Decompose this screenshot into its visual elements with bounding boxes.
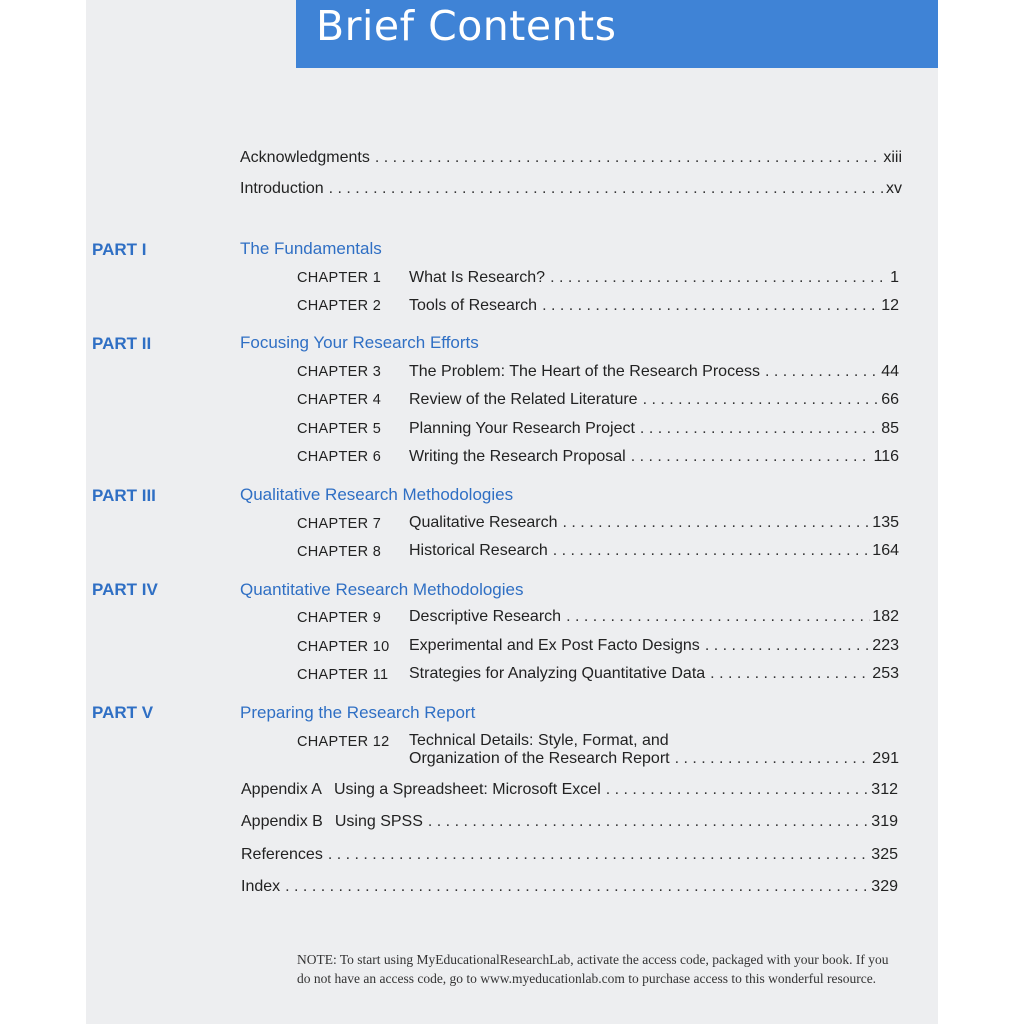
chapter-title-line2: Organization of the Research Report [409,750,670,767]
chapter-page: 66 [881,391,899,408]
dot-leader [705,634,870,658]
chapter-title-line1: Technical Details: Style, Format, and [409,732,669,749]
chapter-number: CHAPTER 11 [297,667,389,683]
chapter-title: Experimental and Ex Post Facto Designs [409,637,700,654]
chapter-entry [409,360,899,384]
dot-leader [640,417,879,441]
chapter-entry [409,266,899,290]
chapter-number: CHAPTER 2 [297,298,382,314]
toc-entry-page: 312 [871,781,898,798]
dot-leader [550,266,888,290]
toc-entry-page: 329 [871,878,898,895]
part-title: Qualitative Research Methodologies [240,485,514,504]
appendix-number: Appendix A [241,781,322,798]
part-label: PART II [92,334,152,353]
chapter-number: CHAPTER 3 [297,364,382,380]
toc-entry-appendix-b [241,810,898,834]
chapter-page: 116 [873,448,899,465]
toc-entry-page: xiii [883,149,902,166]
dot-leader [710,662,870,686]
chapter-number: CHAPTER 1 [297,270,382,286]
dot-leader [375,146,881,170]
chapter-title: Review of the Related Literature [409,391,638,408]
chapter-entry [409,294,899,318]
chapter-number: CHAPTER 6 [297,449,382,465]
chapter-entry [409,662,899,686]
chapter-page: 12 [881,297,899,314]
part-label: PART III [92,486,156,505]
toc-entry-page: 319 [871,813,898,830]
toc-entry-introduction [240,177,902,201]
toc-entry-label: Using SPSS [334,813,423,830]
chapter-title: Descriptive Research [409,608,562,625]
chapter-title: Strategies for Analyzing Quantitative Data [409,665,706,682]
chapter-entry [409,539,899,563]
chapter-page: 164 [872,542,899,559]
toc-entry-label: Acknowledgments [240,149,370,166]
toc-entry-appendix-a [241,778,898,802]
part-label: PART I [92,240,147,259]
chapter-page: 291 [872,750,899,767]
dot-leader [553,539,871,563]
chapter-title: Tools of Research [409,297,538,314]
chapter-title: Historical Research [409,542,548,559]
access-code-note: NOTE: To start using MyEducationalResearchLab, activate the access code, packaged with your book. If you do not have an access code, go to www.myeducationlab.com to purchase access to this wonderful resource. [297,952,889,986]
toc-entry-label: Index [241,878,281,895]
dot-leader [329,177,884,201]
chapter-number: CHAPTER 10 [297,639,390,655]
chapter-page: 223 [872,637,899,654]
chapter-entry [409,511,899,535]
part-title: Preparing the Research Report [240,703,476,722]
dot-leader [675,747,871,771]
chapter-entry [409,417,899,441]
chapter-page: 135 [872,514,899,531]
dot-leader [285,875,869,899]
chapter-page: 182 [872,608,899,625]
page-title: Brief Contents [316,2,617,50]
toc-entry-label: Introduction [240,180,324,197]
dot-leader [765,360,879,384]
chapter-number: CHAPTER 9 [297,610,382,626]
part-label: PART IV [92,580,158,599]
dot-leader [542,294,879,318]
dot-leader [643,388,880,412]
chapter-number: CHAPTER 8 [297,544,382,560]
chapter-entry [409,445,899,469]
appendix-number: Appendix B [241,813,323,830]
chapter-title: Qualitative Research [409,514,558,531]
chapter-page: 253 [872,665,899,682]
chapter-page: 1 [890,269,899,286]
toc-entry-label: References [241,846,323,863]
chapter-number: CHAPTER 4 [297,392,382,408]
chapter-number: CHAPTER 12 [297,734,390,750]
part-title: Focusing Your Research Efforts [240,333,479,352]
chapter-entry [409,388,899,412]
chapter-entry [409,747,899,771]
chapter-title: Writing the Research Proposal [409,448,626,465]
toc-entry-page: xv [886,180,902,197]
chapter-number: CHAPTER 5 [297,421,382,437]
dot-leader [428,810,869,834]
dot-leader [563,511,871,535]
chapter-number: CHAPTER 7 [297,516,382,532]
toc-entry-acknowledgments [240,146,902,170]
dot-leader [328,843,869,867]
chapter-page: 85 [881,420,899,437]
toc-entry-label: Using a Spreadsheet: Microsoft Excel [333,781,601,798]
dot-leader [606,778,870,802]
dot-leader [566,605,870,629]
chapter-entry [409,605,899,629]
part-title: The Fundamentals [240,239,382,258]
part-title: Quantitative Research Methodologies [240,580,524,599]
toc-entry-page: 325 [871,846,898,863]
chapter-page: 44 [881,363,899,380]
toc-entry-references [241,843,898,867]
dot-leader [631,445,872,469]
toc-entry-index [241,875,898,899]
chapter-entry [409,634,899,658]
chapter-title: The Problem: The Heart of the Research Process [409,363,760,380]
chapter-title: Planning Your Research Project [409,420,635,437]
part-label: PART V [92,703,154,722]
chapter-title: What Is Research? [409,269,546,286]
